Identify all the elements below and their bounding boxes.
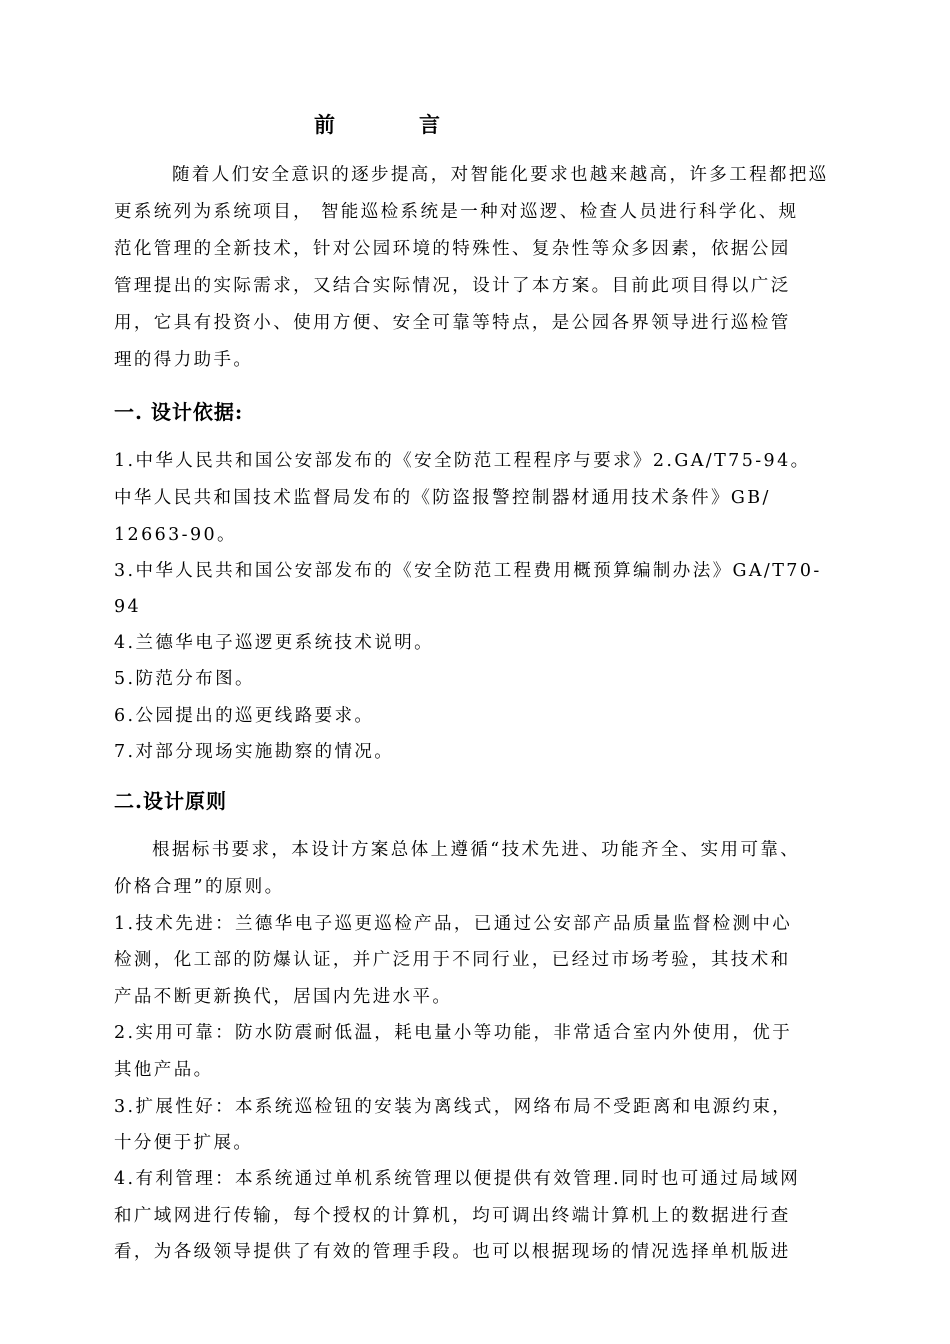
design-principles-line: 检测，化工部的防爆认证，并广泛用于不同行业，已经过市场考验，其技术和 xyxy=(114,950,791,970)
page-title-part2: 言 xyxy=(419,112,440,137)
page-title-part1: 前 xyxy=(314,112,335,137)
design-basis-line: 1.中华人民共和国公安部发布的《安全防范工程程序与要求》2.GA/T75-94。 xyxy=(114,451,811,471)
design-basis-line: 4.兰德华电子巡逻更系统技术说明。 xyxy=(114,633,434,653)
design-basis-line: 7.对部分现场实施勘察的情况。 xyxy=(114,742,395,762)
design-principles-line: 3.扩展性好：本系统巡检钮的安装为离线式，网络布局不受距离和电源约束， xyxy=(114,1097,793,1117)
design-principles-line: 看，为各级领导提供了有效的管理手段。也可以根据现场的情况选择单机版进 xyxy=(114,1242,791,1262)
design-basis-line: 5.防范分布图。 xyxy=(114,669,255,689)
design-principles-line: 十分便于扩展。 xyxy=(114,1133,254,1153)
design-principles-line: 价格合理”的原则。 xyxy=(114,877,285,897)
design-basis-line: 中华人民共和国技术监督局发布的《防盗报警控制器材通用技术条件》GB/ xyxy=(114,488,771,508)
section-heading-design-basis: 一. 设计依据: xyxy=(114,400,244,424)
preface-line: 管理提出的实际需求，又结合实际情况，设计了本方案。目前此项目得以广泛 xyxy=(114,276,791,296)
design-principles-line: 根据标书要求，本设计方案总体上遵循“技术先进、功能齐全、实用可靠、 xyxy=(152,840,801,860)
design-basis-line: 3.中华人民共和国公安部发布的《安全防范工程费用概预算编制办法》GA/T70- xyxy=(114,561,822,581)
design-principles-line: 1.技术先进：兰德华电子巡更巡检产品，已通过公安部产品质量监督检测中心 xyxy=(114,914,793,934)
design-basis-line: 12663-90。 xyxy=(114,525,237,545)
preface-line: 用，它具有投资小、使用方便、安全可靠等特点，是公园各界领导进行巡检管 xyxy=(114,313,791,333)
design-basis-line: 6.公园提出的巡更线路要求。 xyxy=(114,706,375,726)
preface-line: 范化管理的全新技术，针对公园环境的特殊性、复杂性等众多因素，依据公园 xyxy=(114,239,791,259)
design-basis-line: 94 xyxy=(114,597,142,617)
preface-line: 理的得力助手。 xyxy=(114,350,254,370)
preface-line: 更系统列为系统项目， 智能巡检系统是一种对巡逻、检查人员进行科学化、规 xyxy=(114,202,799,222)
design-principles-line: 其他产品。 xyxy=(114,1060,214,1080)
design-principles-line: 2.实用可靠：防水防震耐低温，耗电量小等功能，非常适合室内外使用，优于 xyxy=(114,1023,793,1043)
section-heading-design-principles: 二.设计原则 xyxy=(114,789,227,813)
design-principles-line: 和广域网进行传输，每个授权的计算机，均可调出终端计算机上的数据进行查 xyxy=(114,1206,791,1226)
design-principles-line: 产品不断更新换代，居国内先进水平。 xyxy=(114,987,453,1007)
preface-line: 随着人们安全意识的逐步提高，对智能化要求也越来越高，许多工程都把巡 xyxy=(172,165,829,185)
design-principles-line: 4.有利管理：本系统通过单机系统管理以便提供有效管理.同时也可通过局域网 xyxy=(114,1169,801,1189)
